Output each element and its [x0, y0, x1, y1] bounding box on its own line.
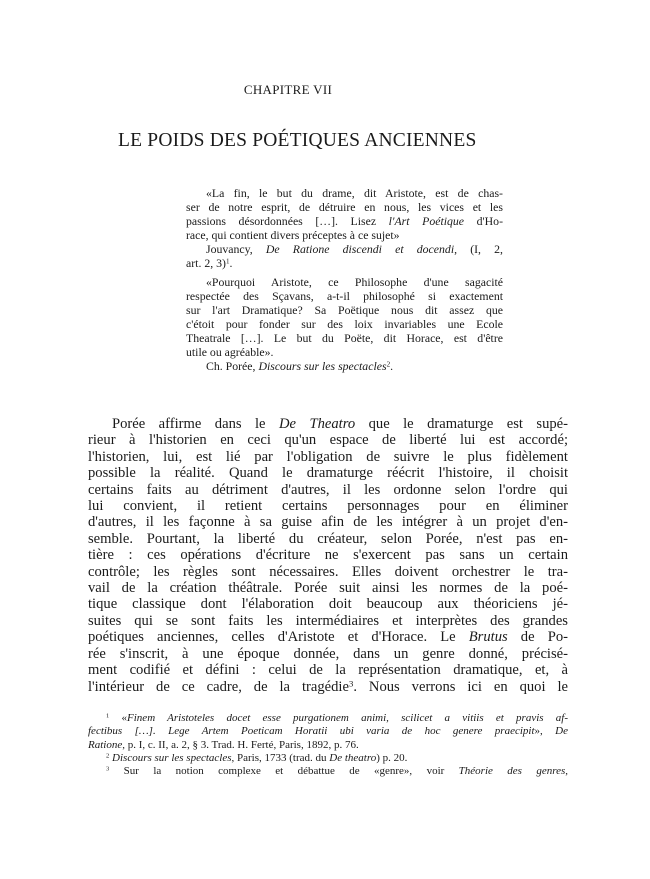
text: . [229, 256, 233, 270]
text: tière : ces opérations d'écriture ne s'exercent pas sans un certain [88, 547, 568, 564]
text: « [109, 712, 128, 724]
text: l'historien, lui, est lié par l'obligation de suivre le plus fidèlement [88, 448, 568, 465]
text: tique classique dont l'élaboration doit beaucoup aux théoriciens jé- [88, 596, 568, 613]
body-line [88, 498, 568, 514]
footnotes-line [88, 712, 568, 725]
footnote-ref: 2 [386, 360, 391, 369]
text: contrôle; les règles sont nécessaires. Elles doivent orchestrer le tra- [88, 563, 568, 580]
body-line [88, 646, 568, 662]
body-line [88, 482, 568, 498]
text: poétiques anciennes, celles d'Aristote et d'Horace. Le [88, 629, 469, 646]
text: c'étoit pour fonder sur des loix invariables une Ecole [186, 317, 503, 331]
text: . Nous verrons ici en quoi le [353, 678, 568, 695]
footnotes-line [88, 725, 568, 738]
text: art. 2, 3) [186, 256, 226, 270]
footnotes-line [88, 765, 568, 778]
text: Ch. Porée, [206, 359, 259, 373]
text: Sur la notion complexe et débattue de «genre», voir [109, 765, 459, 778]
footnotes-line [88, 752, 568, 765]
text: suites qui se sont faits les intermédiaires et interprètes des grandes [88, 612, 568, 629]
body-line [88, 465, 568, 481]
text: , Paris, 1733 (trad. du [231, 751, 330, 764]
text: «La fin, le but du drame, dit Aristote, est de chas- [206, 186, 503, 200]
body-line [88, 596, 568, 612]
italic-text: De Ratione discendi et docendi [265, 242, 455, 256]
text: , (I, 2, [454, 242, 503, 256]
epigraph-line [186, 242, 503, 256]
body-line [88, 580, 568, 596]
italic-text: Discours sur les spectacles [258, 359, 387, 373]
body-line [88, 564, 568, 580]
epigraph-line [186, 228, 503, 242]
text: Theatrale […]. Le but du Poëte, dit Horace, est d'être [186, 331, 503, 345]
text: », [534, 725, 556, 738]
text: l'intérieur de ce cadre, de la tragédie [88, 678, 349, 695]
text: d'autres, il les façonne à sa guise afin de les intégrer à un projet d'en- [88, 514, 568, 531]
italic-text: De theatro [329, 751, 377, 764]
footnote-ref: 2 [106, 752, 110, 760]
footnote-ref: 3 [348, 678, 354, 689]
italic-text: l'Art Poétique [388, 214, 465, 228]
footnotes-line [88, 739, 568, 752]
body-line [88, 679, 568, 695]
text: Porée affirme dans le [112, 416, 279, 432]
text: lui convient, il retient certains personnages pour en éliminer [88, 498, 568, 515]
body-line [88, 547, 568, 563]
text: respectée des Sçavans, a-t-il philosophé si exactement [186, 289, 503, 303]
body-line [88, 629, 568, 645]
epigraph-line [186, 256, 503, 270]
epigraph-line [186, 214, 503, 228]
epigraph-line [186, 317, 503, 331]
body-line [88, 662, 568, 678]
text: ser de notre esprit, de détruire en nous, les vices et les [186, 200, 503, 214]
body-line [88, 416, 568, 432]
text: passions désordonnées […]. Lisez [186, 214, 389, 228]
text: . [390, 359, 394, 373]
italic-text: Finem Aristoteles docet esse purgationem animi, scilicet a vitiis et pravis af- [127, 712, 568, 724]
chapter-title: LE POIDS DES POÉTIQUES ANCIENNES [118, 130, 477, 151]
text: ment codifié et défini : celui de la représentation dramatique, et, à [88, 662, 568, 679]
text: possible la réalité. Quand le dramaturge réécrit l'histoire, il choisit [88, 465, 568, 482]
text: de Po- [507, 629, 568, 646]
body-line [88, 432, 568, 448]
epigraph-line [186, 275, 503, 289]
text: rée s'inscrit, à une époque donnée, dans un genre donné, précisé- [88, 645, 568, 662]
italic-text: fectibus […]. Lege Artem Poeticam Horatii ubi varia de hoc genere praecipit [88, 725, 535, 738]
text: «Pourquoi Aristote, ce Philosophe d'une sagacité [206, 275, 503, 289]
text: semble. Pourtant, la liberté du créateur, selon Porée, n'est pas en- [88, 530, 568, 547]
body-line [88, 613, 568, 629]
text: rieur à l'historien en ceci qu'un espace de liberté lui est accordé; [88, 432, 568, 449]
italic-text: De Theatro [279, 416, 356, 432]
text: , p. I, c. II, a. 2, § 3. Trad. H. Ferté, Paris, 1892, p. 76. [122, 738, 359, 751]
text: ) p. 20. [376, 751, 408, 764]
epigraph-line [186, 359, 503, 373]
italic-text: Ratione [88, 738, 123, 751]
epigraph-line [186, 289, 503, 303]
chapter-label: CHAPITRE VII [243, 82, 333, 97]
italic-text: De [555, 725, 568, 738]
epigraph [186, 186, 503, 373]
text: Jouvancy, [206, 242, 266, 256]
epigraph-line [186, 200, 503, 214]
body-text [88, 416, 568, 695]
text: utile ou agréable». [186, 345, 274, 359]
epigraph-line [186, 186, 503, 200]
epigraph-line [186, 303, 503, 317]
italic-text: Brutus [468, 629, 508, 646]
text: sur l'art Dramatique? Sa Poëtique nous dit assez que [186, 303, 503, 317]
footnotes [88, 712, 568, 778]
text: que le dramaturge est supé- [355, 416, 569, 432]
italic-text: Théorie des genres [458, 765, 566, 778]
text: d'Ho- [464, 214, 503, 228]
footnote-ref: 3 [106, 765, 110, 773]
body-line [88, 531, 568, 547]
text: , [565, 765, 568, 778]
text: certains faits au détriment d'autres, il les ordonne selon l'ordre qui [88, 481, 568, 498]
epigraph-line [186, 345, 503, 359]
text: race, qui contient divers préceptes à ce sujet» [186, 228, 400, 242]
footnote-ref: 1 [225, 257, 230, 266]
body-line [88, 514, 568, 530]
epigraph-line [186, 331, 503, 345]
italic-text: Discours sur les spectacles [112, 751, 232, 764]
body-line [88, 449, 568, 465]
footnote-ref: 1 [106, 712, 110, 720]
text: vail de la création théâtrale. Porée suit ainsi les normes de la poé- [88, 580, 568, 597]
